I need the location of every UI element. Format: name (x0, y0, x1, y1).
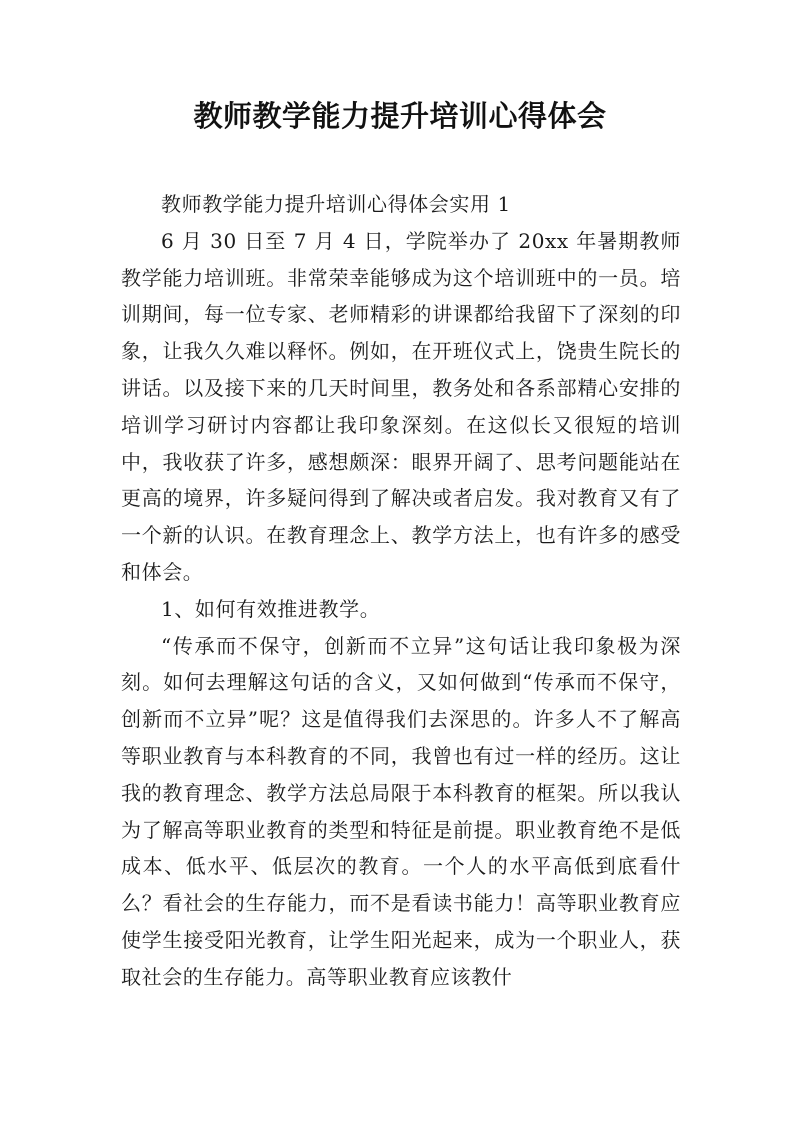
section-1-paragraph: “传承而不保守，创新而不立异”这句话让我印象极为深刻。如何去理解这句话的含义，又如何做到“传承而不保守，创新而不立异”呢？这是值得我们去深思的。许多人不了解高等职业教育与本科教育的不同，我曾也有过一样的经历。这让我的教育理念、教学方法总局限于本科教育的框架。所以我认为了解高等职业教育的类型和特征是前提。职业教育绝不是低成本、低水平、低层次的教育。一个人的水平高低到底看什么？看社会的生存能力，而不是看读书能力！高等职业教育应使学生接受阳光教育，让学生阳光起来，成为一个职业人，获取社会的生存能力。高等职业教育应该教什 (121, 633, 681, 989)
document-title: 教师教学能力提升培训心得体会 (193, 99, 607, 133)
intro-paragraph: 6 月 30 日至 7 月 4 日，学院举办了 20xx 年暑期教师教学能力培训班。非常荣幸能够成为这个培训班中的一员。培训期间，每一位专家、老师精彩的讲课都给我留下了深刻的印象，让我久久难以释怀。例如，在开班仪式上，饶贵生院长的讲话。以及接下来的几天时间里，教务处和各系部精心安排的培训学习研讨内容都让我印象深刻。在这似长又很短的培训中，我收获了许多，感想颇深：眼界开阔了、思考问题能站在更高的境界，许多疑问得到了解决或者启发。我对教育又有了一个新的认识。在教育理念上、教学方法上，也有许多的感受和体会。 (121, 228, 681, 584)
document-body (121, 186, 681, 996)
subtitle-paragraph: 教师教学能力提升培训心得体会实用 1 (161, 192, 511, 216)
section-heading-1: 1、如何有效推进教学。 (161, 596, 381, 621)
